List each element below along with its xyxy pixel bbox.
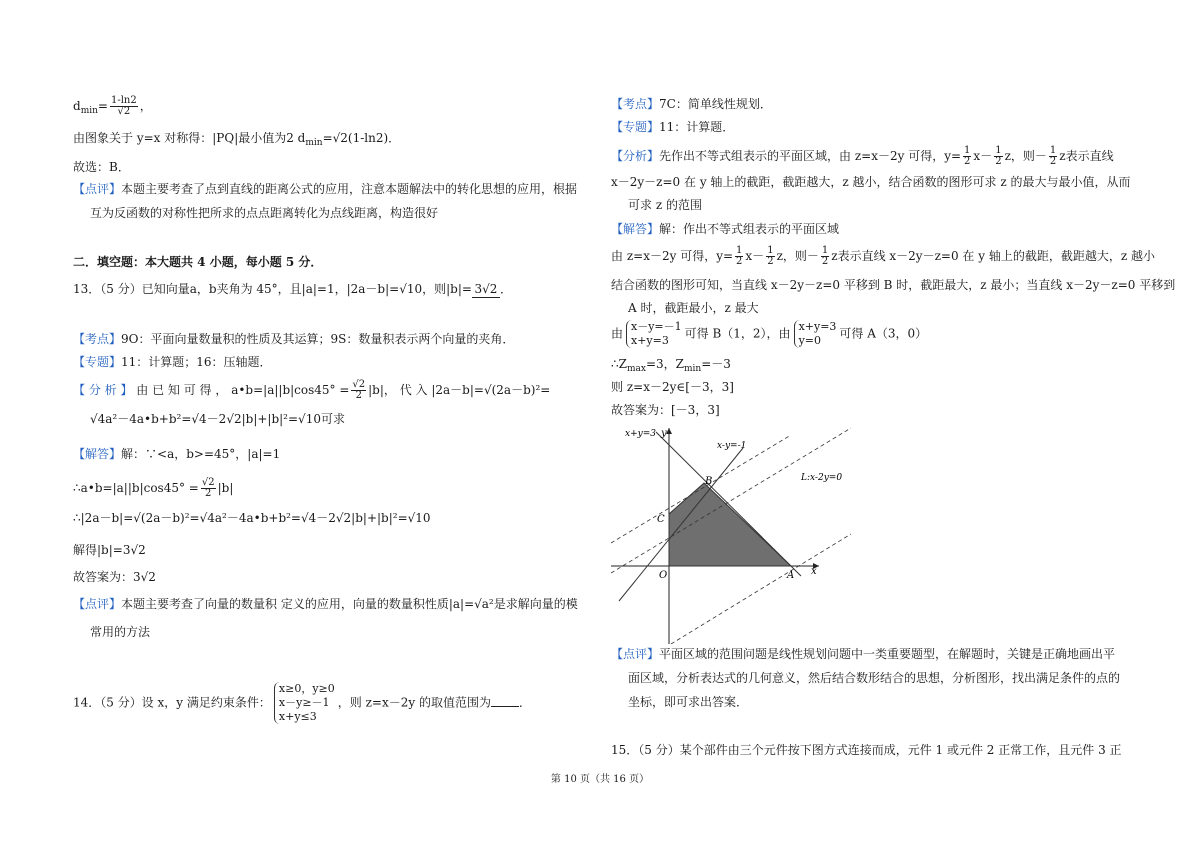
solution-13 [73, 446, 280, 462]
solution-14-answer: 故答案为：[－3，3] [611, 403, 720, 417]
frac [735, 246, 743, 267]
zhuanti-text: 11：计算题． [659, 120, 735, 134]
equation: y=0 [798, 334, 821, 347]
comment-tag: 【点评】 [73, 597, 122, 611]
dmin-symbol: d [73, 99, 81, 113]
comment-1-cont: 互为反函数的对称性把所求的点点距离转化为点线距离，构造很好 [90, 206, 439, 220]
frac-num: 1 [821, 245, 829, 256]
comment-13 [73, 596, 578, 612]
dmin-fraction [110, 96, 138, 117]
text: =√2(1-ln2)． [322, 131, 401, 145]
question-13 [73, 281, 512, 298]
frac-num: 1 [767, 245, 774, 256]
kaodian-tag: 【考点】 [73, 332, 122, 346]
solution-13-answer: 故答案为：3√2 [73, 570, 156, 584]
q13-text: 13．（5 分）已知向量 [73, 282, 190, 296]
q13-vectors: a，b [189, 282, 217, 296]
text: 可得 A（3，0） [839, 326, 928, 341]
q14-answer-blank [491, 706, 519, 707]
analysis-13-cont: √4a²－4a•b+b²=√4－2√2|b|+|b|²=√10可求 [90, 412, 345, 426]
zhuanti-text: 11：计算题；16：压轴题． [121, 355, 272, 369]
comma: ， [139, 99, 152, 113]
text: |PQ|最小值为 [212, 131, 287, 145]
solution-13-step4: 解得|b|=3√2 [73, 543, 146, 557]
text: 2 d [286, 131, 306, 145]
frac-den: 2 [995, 156, 1002, 167]
frac-num: √2 [201, 477, 215, 488]
frac-num: 1 [995, 145, 1002, 156]
kaodian-text: 7C：简单线性规划． [659, 97, 772, 111]
constraint: x≥0，y≥0 [278, 682, 335, 695]
solution-14-step [611, 246, 1155, 267]
question-15: 15．（5 分）某个部件由三个元件按下图方式连接而成，元件 1 或元件 2 正常工作，且元件 3 正 [611, 743, 1122, 757]
frac-den: 2 [205, 488, 212, 499]
comment-text: 平面区域的范围问题是线性规划问题中一类重要题型，在解题时，关键是正确地画出平 [659, 647, 1116, 661]
frac-1 [963, 146, 971, 167]
label-O: O [659, 570, 668, 581]
step-fraction [201, 478, 216, 499]
question-14 [73, 682, 531, 724]
solution-14-extrema [611, 356, 731, 377]
analysis-text: 先作出不等式组表示的平面区域，由 z=x－2y 可得，y= [659, 149, 962, 163]
analysis-14-cont: x－2y－z=0 在 y 轴上的截距，截距越大，z 越小，结合函数的图形可求 z 的最大与最小值，从而 [611, 175, 1131, 189]
frac-den: 2 [736, 256, 743, 267]
frac-den: 2 [767, 256, 774, 267]
label-y: y [661, 428, 667, 439]
solution-text: 解：作出不等式组表示的平面区域 [659, 222, 840, 236]
equation: x+y=3 [798, 320, 837, 333]
step: ∴a•b=|a||b|cos45° = [73, 481, 199, 495]
frac [821, 246, 829, 267]
equation: x－y=－1 [631, 320, 682, 333]
frac-num: 1 [964, 145, 971, 156]
comment-13-cont: 常用的方法 [90, 625, 151, 639]
text: x－ [745, 249, 765, 263]
sub: max [626, 364, 646, 374]
frac-num: 1 [736, 245, 743, 256]
solution-14-step3: 结合函数的图形可知，当直线 x－2y－z=0 平移到 B 时，截距最大，z 最小；当直线 x－2y－z=0 平移到 [611, 278, 1176, 292]
eq: = [97, 99, 108, 113]
kaodian-text: 9O：平面向量数量积的性质及其运算；9S：数量积表示两个向量的夹角． [121, 332, 515, 346]
dmin-sub: min [80, 106, 98, 116]
feasible-region [669, 483, 791, 566]
text: 由 z=x－2y 可得，y= [611, 249, 734, 263]
zhuanti-tag: 【专题】 [73, 355, 122, 369]
text: x－ [973, 149, 993, 163]
linear-programming-graph [611, 422, 851, 644]
text: =3，Z [645, 357, 684, 371]
section-heading: 二．填空题：本大题共 4 小题，每小题 5 分． [73, 255, 323, 269]
comment-text: 本题主要考查了点到直线的距离公式的应用，注意本题解法中的转化思想的应用，根据 [121, 182, 578, 196]
sub: min [684, 364, 702, 374]
text: z，则－ [1004, 149, 1047, 163]
analysis-14-cont2: 可求 z 的范围 [628, 198, 702, 212]
label-x-minus-y: x-y=-1 [717, 441, 747, 451]
analysis-formula: |b|， 代 入 |2a－b|=√(2a－b)²= [368, 383, 551, 397]
analysis-tag: 【分析】 [611, 149, 660, 163]
frac-num: 1-ln2 [110, 95, 137, 106]
q14-text: ，则 z=x－2y 的取值范围为 [337, 695, 491, 710]
constraint: x+y≤3 [278, 710, 317, 723]
page-footer: 第 10 页（共 16 页） [550, 774, 650, 785]
y-axis-arrow [666, 428, 672, 434]
frac-den: 2 [821, 256, 829, 267]
text: 可得 B（1，2），由 [684, 326, 791, 341]
solution-tag: 【解答】 [611, 222, 660, 236]
q14-text: 14．（5 分）设 x，y 满足约束条件： [73, 695, 271, 710]
frac-den: 2 [355, 390, 362, 401]
text: z表示直线 [1059, 149, 1114, 163]
frac [766, 246, 774, 267]
system-2 [794, 320, 837, 348]
frac-num: 1 [1049, 145, 1057, 156]
solution-13-step2 [73, 478, 233, 499]
dmin-formula [73, 96, 152, 119]
analysis-tag: 【 分 析 】 [73, 383, 133, 397]
analysis-formula: a•b=|a||b|cos45° = [231, 383, 350, 397]
period: ． [499, 282, 512, 296]
label-B: B [705, 476, 713, 487]
frac-den: 2 [1049, 156, 1057, 167]
zhuanti-14 [611, 119, 734, 135]
q13-text: 夹角为 45°，且 [216, 282, 302, 296]
text: 由 [611, 326, 624, 341]
symmetry-line [73, 130, 400, 151]
label-L: L:x-2y=0 [801, 473, 843, 483]
analysis-text: 由 已 知 可 得 ， [136, 383, 228, 397]
text: =－3 [701, 357, 731, 371]
comment-1 [73, 181, 577, 197]
comment-text: 本题主要考查了向量的数量积 定义的应用，向量的数量积性质|a|=√a²是求解向量的模 [121, 597, 578, 611]
label-x-plus-y: x+y=3 [625, 429, 656, 439]
solution-14 [611, 221, 839, 237]
zhuanti-tag: 【专题】 [611, 120, 660, 134]
solution-14-step4: A 时，截距最小，z 最大 [628, 301, 759, 315]
kaodian-13 [73, 331, 514, 347]
frac-num: √2 [352, 379, 366, 390]
solution-14-step5 [611, 320, 927, 348]
answer-b: 故选：B． [73, 160, 130, 174]
comment-14-cont: 面区域，分析表达式的几何意义，然后结合数形结合的思想，分析图形，找出满足条件的点的 [628, 671, 1121, 685]
comment-tag: 【点评】 [611, 647, 660, 661]
step: |b| [217, 481, 234, 495]
comment-14 [611, 646, 1115, 662]
label-C: C [657, 514, 665, 525]
equation: x+y=3 [631, 334, 669, 347]
frac-den: √2 [117, 106, 131, 117]
text: ∴Z [611, 357, 627, 371]
text: 由图象关于 y=x 对称得： [73, 131, 213, 145]
comment-14-cont2: 坐标，即可求出答案． [628, 695, 749, 709]
text: z，则－ [776, 249, 819, 263]
solution-14-range: 则 z=x－2y∈[－3，3] [611, 380, 734, 394]
zhuanti-13 [73, 354, 272, 370]
period: ． [518, 695, 531, 710]
system-1 [626, 320, 682, 348]
analysis-13 [73, 380, 550, 401]
solution-tag: 【解答】 [73, 447, 122, 461]
q13-condition: |a|=1，|2a－b|=√10，则 [301, 282, 447, 296]
label-A: A [787, 570, 795, 581]
analysis-fraction [351, 380, 366, 401]
kaodian-14 [611, 96, 772, 112]
kaodian-tag: 【考点】 [611, 97, 660, 111]
frac-2 [994, 146, 1002, 167]
q13-ask: |b|= [446, 282, 472, 296]
label-x: x [811, 566, 817, 577]
q13-answer-blank: 3√2 [472, 281, 500, 298]
solution-13-step3: ∴|2a－b|=√(2a－b)²=√4a²－4a•b+b²=√4－2√2|b|+|b|²=√10 [73, 511, 431, 525]
analysis-14 [611, 146, 1114, 167]
q14-constraints [274, 682, 335, 724]
frac-3 [1049, 146, 1057, 167]
frac-den: 2 [964, 156, 971, 167]
comment-tag: 【点评】 [73, 182, 122, 196]
text: z表示直线 x－2y－z=0 在 y 轴上的截距，截距越大，z 越小 [831, 249, 1155, 263]
solution-text: 解：∵<a，b>=45°，|a|=1 [121, 447, 281, 461]
constraint: x－y≥－1 [278, 696, 330, 709]
sub: min [305, 138, 323, 148]
